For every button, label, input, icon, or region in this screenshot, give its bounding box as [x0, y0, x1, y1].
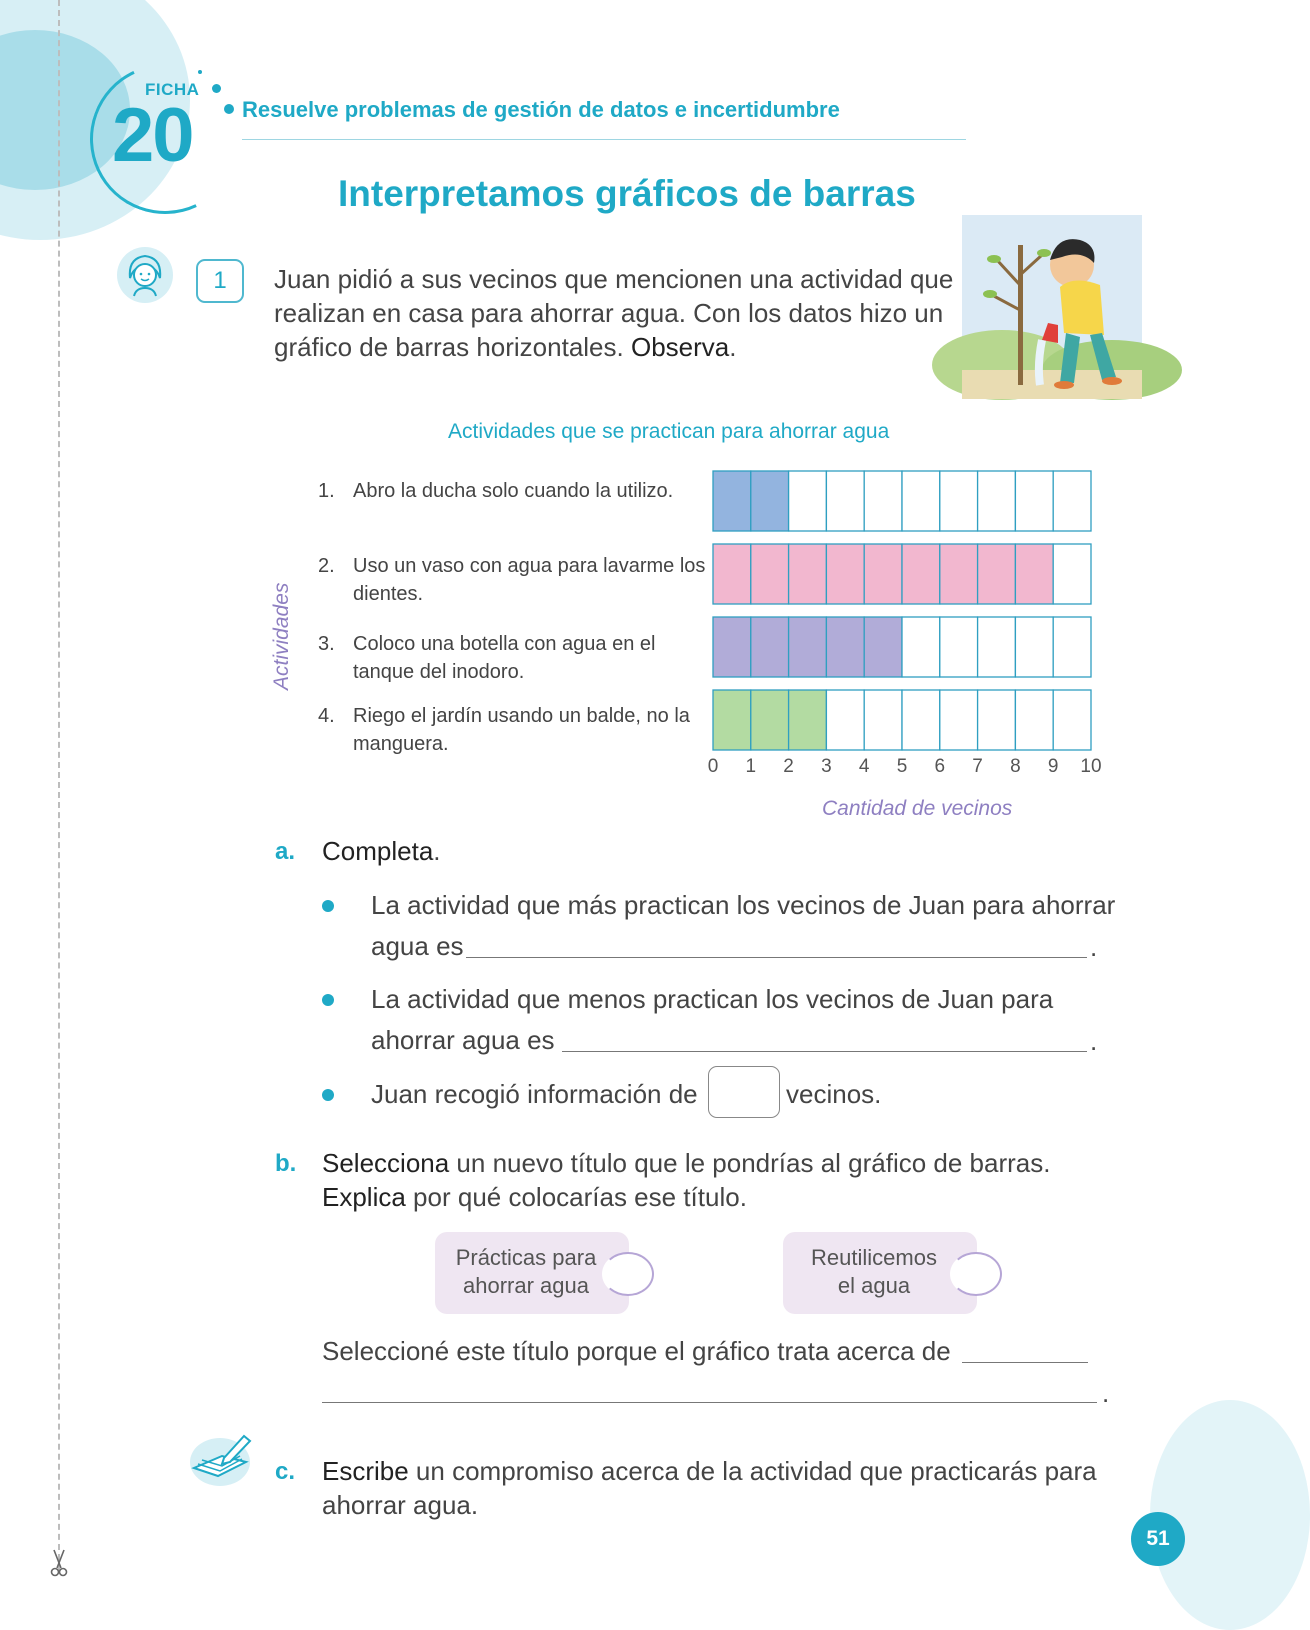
- bar-cell-filled: [713, 471, 751, 531]
- page-number: 51: [1131, 1512, 1185, 1566]
- part-b-text1: un nuevo título que le pondrías al gráfico de barras.: [449, 1148, 1051, 1178]
- decorative-dot: [212, 84, 221, 93]
- boy-watering-tree-illustration: [962, 215, 1142, 399]
- activity-number: 1.: [318, 480, 335, 502]
- x-tick-label: 5: [896, 756, 908, 777]
- intro-bold: Observa: [630, 332, 730, 362]
- intro-text: Juan pidió a sus vecinos que mencionen una actividad que realizan en casa para ahorrar agua. Con los datos hizo un gráfico de barras horizontales.: [274, 264, 954, 362]
- decorative-dot: [224, 104, 234, 114]
- answer-line-least-practiced[interactable]: [562, 1051, 1087, 1052]
- title-option-2-select-circle[interactable]: [950, 1252, 1002, 1296]
- part-a-instruction-text: Completa: [322, 836, 434, 866]
- activity-label: Abro la ducha solo cuando la utilizo.: [353, 480, 674, 502]
- activity-number: 3.: [318, 633, 335, 655]
- part-c-line1: [322, 1454, 1122, 1488]
- bar-cell-filled: [940, 544, 978, 604]
- question-intro: [274, 262, 974, 364]
- bar-cell-filled: [864, 617, 902, 677]
- x-tick-label: 4: [858, 756, 870, 777]
- grid-cell: [978, 471, 1016, 531]
- bar-cell-filled: [751, 471, 789, 531]
- writing-notebook-icon: [188, 1428, 252, 1488]
- answer-line-explanation-1[interactable]: [962, 1362, 1088, 1363]
- part-a-instruction: [322, 834, 441, 868]
- grid-cell: [1053, 617, 1091, 677]
- bar-cell-filled: [713, 690, 751, 750]
- chart-title: Actividades que se practican para ahorrar agua: [448, 420, 890, 443]
- grid-cell: [864, 471, 902, 531]
- bar-cell-filled: [902, 544, 940, 604]
- grid-cell: [902, 690, 940, 750]
- grid-cell: [978, 690, 1016, 750]
- part-b-letter: b.: [275, 1150, 297, 1177]
- bullet-dot: [322, 900, 334, 912]
- question-number: 1: [196, 259, 244, 303]
- x-tick-label: 0: [707, 756, 719, 777]
- part-b-line2: [322, 1180, 1122, 1214]
- activity-label: Coloco una botella con agua en el tanque del inodoro.: [353, 633, 656, 683]
- bar-cell-filled: [789, 544, 827, 604]
- neighbors-count-box[interactable]: [708, 1066, 780, 1118]
- x-tick-label: 7: [972, 756, 983, 777]
- x-tick-label: 2: [783, 756, 794, 777]
- part-b-bold1: Selecciona: [322, 1148, 450, 1178]
- header-divider: [242, 139, 966, 140]
- bar-chart: [707, 470, 1112, 790]
- bar-cell-filled: [826, 544, 864, 604]
- bullet1-period: .: [1090, 932, 1098, 962]
- grid-cell: [826, 471, 864, 531]
- grid-cell: [1015, 690, 1053, 750]
- bar-cell-filled: [789, 617, 827, 677]
- grid-cell: [940, 617, 978, 677]
- scissors-icon: [48, 1548, 70, 1578]
- bar-cell-filled: [864, 544, 902, 604]
- bullet3-text-before: Juan recogió información de: [371, 1079, 698, 1109]
- x-axis-label: Cantidad de vecinos: [822, 797, 1013, 820]
- grid-cell: [902, 617, 940, 677]
- student-girl-icon: [116, 246, 174, 304]
- bullet3-text-after: vecinos.: [786, 1079, 882, 1109]
- part-c-letter: c.: [275, 1458, 296, 1485]
- part-b-bold2: Explica: [322, 1182, 406, 1212]
- grid-cell: [789, 471, 827, 531]
- grid-cell: [1053, 471, 1091, 531]
- grid-cell: [826, 690, 864, 750]
- cut-dashed-line: [58, 0, 60, 1570]
- x-tick-label: 1: [745, 756, 757, 777]
- grid-cell: [864, 690, 902, 750]
- x-tick-label: 10: [1080, 756, 1102, 777]
- grid-cell: [978, 617, 1016, 677]
- grid-cell: [940, 690, 978, 750]
- bar-cell-filled: [751, 617, 789, 677]
- part-b-text2: por qué colocarías ese título.: [405, 1182, 747, 1212]
- answer-line-most-practiced[interactable]: [466, 957, 1087, 958]
- grid-cell: [1015, 471, 1053, 531]
- y-axis-label: Actividades: [270, 582, 293, 690]
- grid-cell: [940, 471, 978, 531]
- bullet1-line1: La actividad que más practican los vecinos de Juan para ahorrar: [371, 890, 1116, 920]
- x-tick-label: 8: [1010, 756, 1021, 777]
- bar-cell-filled: [751, 690, 789, 750]
- bar-cell-filled: [713, 544, 751, 604]
- title-option-1-line1: Prácticas para: [455, 1245, 597, 1270]
- part-c-text1: un compromiso acerca de la actividad que practicarás para: [408, 1456, 1097, 1486]
- grid-cell: [1053, 544, 1091, 604]
- intro-end: .: [729, 332, 737, 362]
- activity-number: 2.: [318, 555, 335, 577]
- explanation-period: .: [1102, 1378, 1110, 1408]
- bullet2-line2: ahorrar agua es: [371, 1025, 555, 1055]
- bullet-dot: [322, 994, 334, 1006]
- grid-cell: [902, 471, 940, 531]
- bar-cell-filled: [789, 690, 827, 750]
- bullet1-line2: agua es: [371, 931, 464, 961]
- part-a-letter: a.: [275, 838, 296, 865]
- bullet2-period: .: [1090, 1026, 1098, 1056]
- x-tick-label: 6: [934, 756, 946, 777]
- activity-label: Uso un vaso con agua para lavarme los dientes.: [353, 555, 706, 605]
- title-option-1-line2: ahorrar agua: [463, 1273, 589, 1298]
- ficha-label: FICHA: [145, 80, 200, 99]
- explanation-sentence: Seleccioné este título porque el gráfico trata acerca de: [322, 1336, 951, 1366]
- ficha-number: 20: [112, 93, 193, 178]
- bar-cell-filled: [826, 617, 864, 677]
- part-b-line1: [322, 1146, 1122, 1180]
- part-c-bold: Escribe: [322, 1456, 409, 1486]
- bullet-dot: [322, 1089, 334, 1101]
- competency-title: Resuelve problemas de gestión de datos e incertidumbre: [242, 97, 840, 122]
- grid-cell: [1015, 617, 1053, 677]
- title-option-2-line2: el agua: [837, 1273, 911, 1298]
- decorative-dot: [198, 70, 202, 74]
- title-option-2-line1: Reutilicemos: [811, 1245, 937, 1270]
- x-tick-label: 9: [1047, 756, 1059, 777]
- bar-cell-filled: [978, 544, 1016, 604]
- activity-number: 4.: [318, 705, 335, 727]
- decorative-blob-bottom-right: [1150, 1400, 1310, 1630]
- part-a-instruction-end: .: [433, 836, 441, 866]
- bar-cell-filled: [751, 544, 789, 604]
- title-option-1-select-circle[interactable]: [602, 1252, 654, 1296]
- activity-label: Riego el jardín usando un balde, no la manguera.: [353, 705, 690, 755]
- grid-cell: [1053, 690, 1091, 750]
- answer-line-explanation-2[interactable]: [322, 1402, 1097, 1403]
- bar-cell-filled: [1015, 544, 1053, 604]
- bullet2-line1: La actividad que menos practican los vecinos de Juan para: [371, 984, 1054, 1014]
- page-title: Interpretamos gráficos de barras: [338, 173, 916, 214]
- x-tick-label: 3: [821, 756, 832, 777]
- bar-cell-filled: [713, 617, 751, 677]
- part-c-line2: ahorrar agua.: [322, 1490, 479, 1520]
